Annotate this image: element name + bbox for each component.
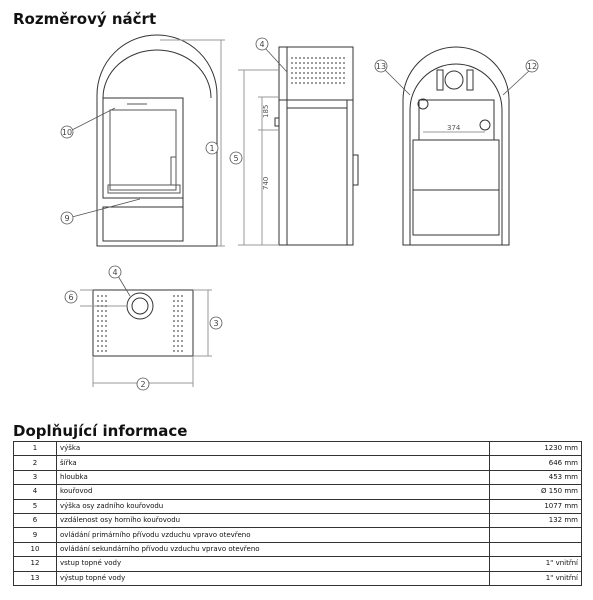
front-outline [97, 35, 217, 246]
table-row [14, 542, 582, 556]
row-number: 5 [14, 499, 57, 513]
table-row [14, 456, 582, 470]
callout-4-top [109, 266, 121, 278]
row-label: výška osy zadního kouřovodu [57, 499, 490, 513]
row-value: 1077 mm [489, 499, 581, 513]
info-table [13, 441, 582, 586]
row-number: 13 [14, 571, 57, 585]
row-number: 1 [14, 442, 57, 456]
svg-text:2: 2 [140, 380, 146, 389]
callout-3 [210, 317, 222, 329]
row-label: ovládání primárního přívodu vzduchu vpravo otevřeno [57, 528, 490, 542]
row-number: 10 [14, 542, 57, 556]
row-value: 1" vnitřní [489, 571, 581, 585]
row-value [489, 528, 581, 542]
callout-1 [206, 142, 218, 154]
callout-6 [65, 291, 77, 303]
row-value: 132 mm [489, 513, 581, 527]
sketch-title: Rozměrový náčrt [13, 10, 157, 28]
table-row [14, 513, 582, 527]
row-label: vzdálenost osy horního kouřovodu [57, 513, 490, 527]
front-ash-drawer [103, 207, 183, 241]
svg-text:9: 9 [64, 214, 70, 223]
callout-13 [375, 60, 387, 72]
back-outline [403, 47, 509, 245]
table-row [14, 571, 582, 585]
dim-label-185: 185 [262, 104, 270, 118]
callout-5 [230, 152, 242, 164]
row-number: 9 [14, 528, 57, 542]
row-value: 453 mm [489, 470, 581, 484]
row-label: kouřovod [57, 485, 490, 499]
row-number: 4 [14, 485, 57, 499]
table-row [14, 528, 582, 542]
svg-text:5: 5 [233, 154, 239, 163]
svg-text:4: 4 [259, 40, 265, 49]
svg-text:4: 4 [112, 268, 118, 277]
table-row [14, 499, 582, 513]
row-number: 6 [14, 513, 57, 527]
table-row [14, 442, 582, 456]
row-label: šířka [57, 456, 490, 470]
side-body [279, 47, 353, 245]
row-number: 2 [14, 456, 57, 470]
callout-4 [256, 38, 268, 50]
svg-text:6: 6 [68, 293, 74, 302]
row-number: 12 [14, 557, 57, 571]
row-value [489, 542, 581, 556]
callout-12 [526, 60, 538, 72]
info-title: Doplňující informace [13, 422, 188, 440]
row-label: výška [57, 442, 490, 456]
row-number: 3 [14, 470, 57, 484]
table-row [14, 470, 582, 484]
dim-label-740: 740 [262, 176, 270, 190]
row-label: ovládání sekundárního přívodu vzduchu vpravo otevřeno [57, 542, 490, 556]
callout-10 [61, 126, 73, 138]
svg-text:13: 13 [375, 62, 387, 71]
svg-text:1: 1 [209, 144, 215, 153]
callout-2 [137, 378, 149, 390]
callout-9 [61, 212, 73, 224]
svg-text:10: 10 [61, 128, 73, 137]
row-value: 646 mm [489, 456, 581, 470]
table-row [14, 557, 582, 571]
row-label: výstup topné vody [57, 571, 490, 585]
row-value: Ø 150 mm [489, 485, 581, 499]
svg-text:3: 3 [213, 319, 219, 328]
row-label: hloubka [57, 470, 490, 484]
row-value: 1" vnitřní [489, 557, 581, 571]
row-value: 1230 mm [489, 442, 581, 456]
front-inner-arch [103, 50, 211, 98]
table-row [14, 485, 582, 499]
dim-label-374: 374 [447, 124, 461, 132]
svg-text:12: 12 [526, 62, 538, 71]
row-label: vstup topné vody [57, 557, 490, 571]
